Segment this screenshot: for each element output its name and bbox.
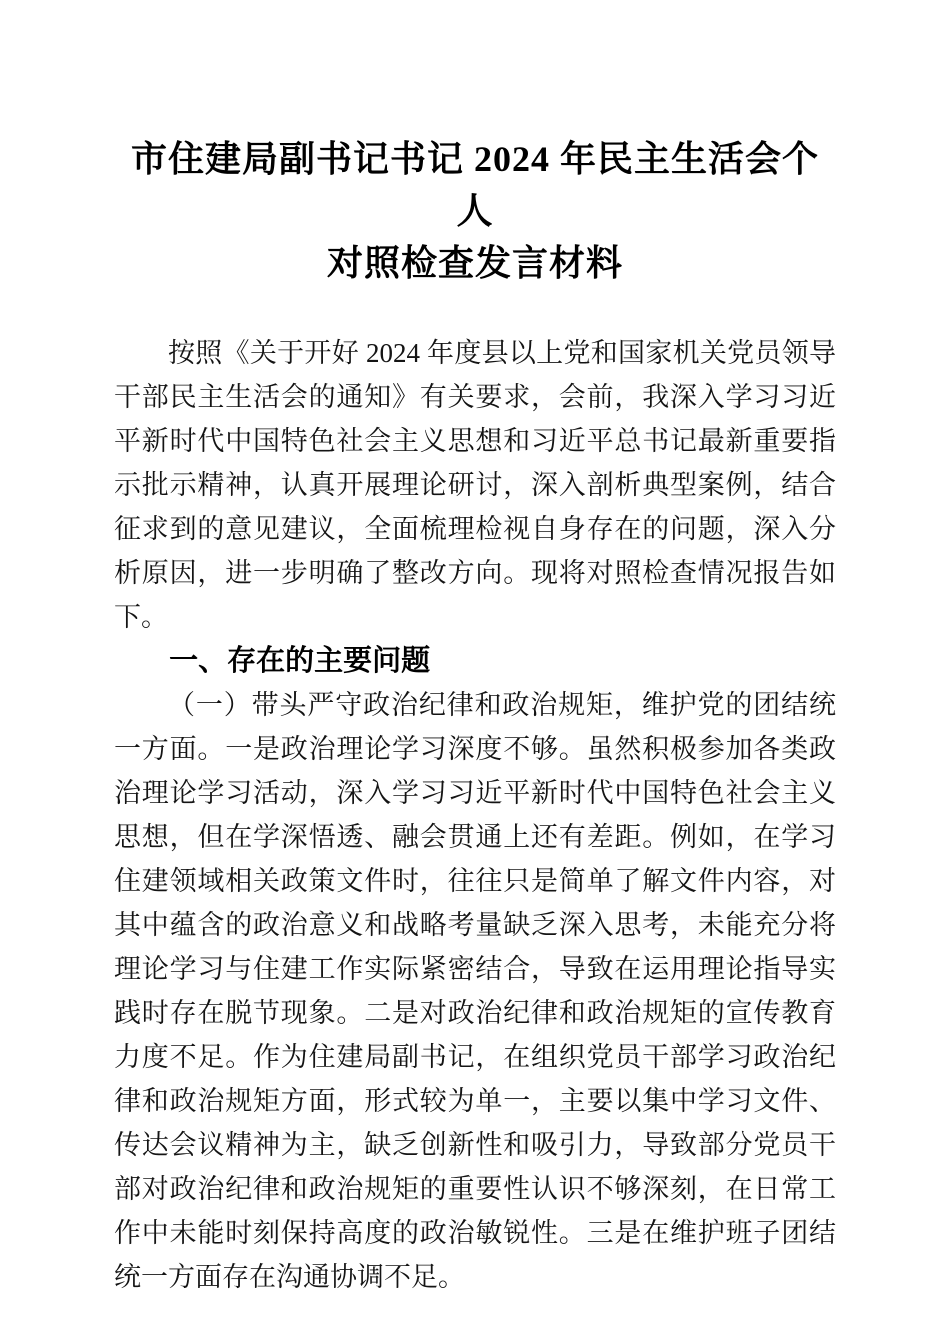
document-title-line-2: 对照检查发言材料 [326,243,623,283]
section-1-heading: 一、存在的主要问题 [169,645,431,677]
document-title-line-1: 市住建局副书记书记 2024 年民主生活会个人 [130,139,819,231]
section-1-paragraph: （一）带头严守政治纪律和政治规矩，维护党的团结统一方面。一是政治理论学习深度不够。虽然积极参加各类政治理论学习活动，深入学习习近平新时代中国特色社会主义思想，但在学深悟透、融会贯通上还有差距。例如，在学习住建领域相关政策文件时，往往只是简单了解文件内容，对其中蕴含的政治意义和战略考量缺乏深入思考，未能充分将理论学习与住建工作实际紧密结合，导致在运用理论指导实践时存在脱节现象。二是对政治纪律和政治规矩的宣传教育力度不足。作为住建局副书记，在组织党员干部学习政治纪律和政治规矩方面，形式较为单一，主要以集中学习文件、传达会议精神为主，缺乏创新性和吸引力，导致部分党员干部对政治纪律和政治规矩的重要性认识不够深刻，在日常工作中未能时刻保持高度的政治敏锐性。三是在维护班子团结统一方面存在沟通协调不足。 [114,690,836,1292]
document-title [114,133,836,289]
intro-paragraph: 按照《关于开好 2024 年度县以上党和国家机关党员领导干部民主生活会的通知》有关要求，会前，我深入学习习近平新时代中国特色社会主义思想和习近平总书记最新重要指示批示精神，认真开展理论研讨，深入剖析典型案例，结合征求到的意见建议，全面梳理检视自身存在的问题，深入分析原因，进一步明确了整改方向。现将对照检查情况报告如下。 [114,338,836,632]
